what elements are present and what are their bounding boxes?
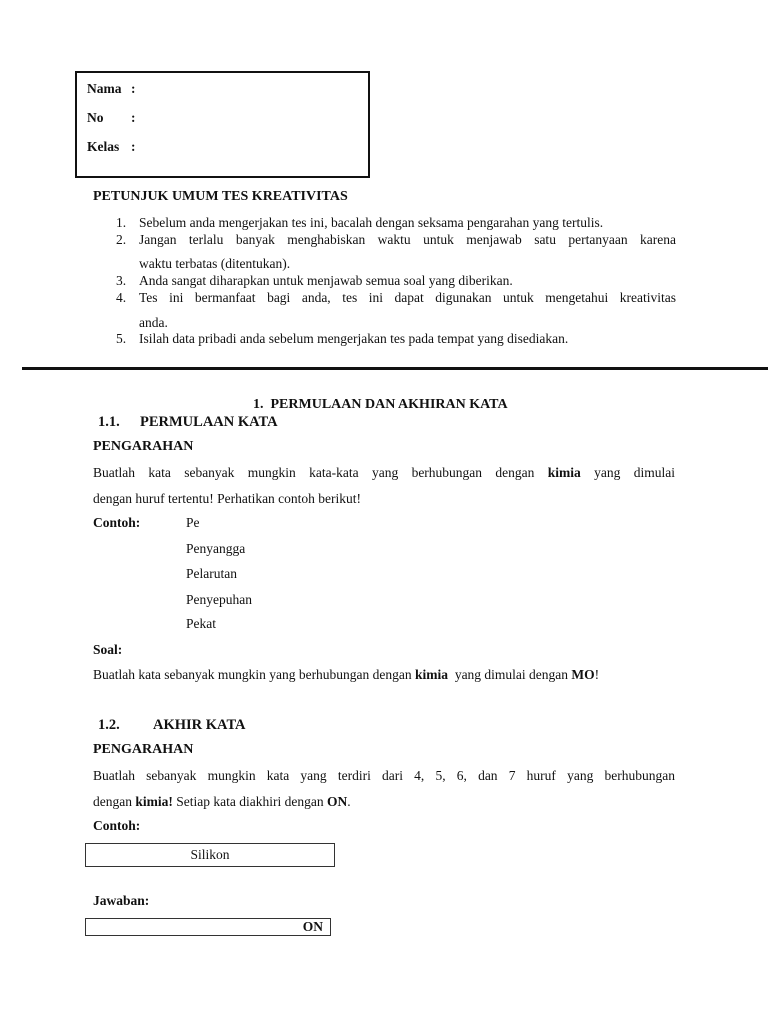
instruction-num: 5.	[116, 331, 127, 346]
pengarahan-line-1: Buatlah sebanyak mungkin kata yang terdiri dari 4, 5, 6, dan 7 huruf yang berhubungan	[93, 768, 675, 783]
section-number: 1.	[253, 397, 264, 412]
text-part: .	[347, 794, 351, 809]
instruction-num: 1.	[116, 215, 127, 230]
subsection-number: 1.2.	[98, 717, 120, 733]
example-word: Penyangga	[186, 541, 246, 556]
name-label: Nama	[87, 81, 122, 96]
subsection-title: AKHIR KATA	[153, 717, 246, 733]
instruction-num: 3.	[116, 273, 127, 288]
subsection-1-1-heading	[98, 414, 278, 431]
instructions-title: PETUNJUK UMUM TES KREATIVITAS	[93, 189, 348, 204]
instruction-text: Anda sangat diharapkan untuk menjawab semua soal yang diberikan.	[139, 273, 513, 288]
no-label: No	[87, 110, 104, 125]
pengarahan-text-2	[93, 763, 675, 815]
answer-input-box[interactable]	[85, 918, 331, 936]
example-word: Penyepuhan	[186, 592, 252, 607]
kelas-colon: :	[131, 139, 136, 154]
name-row	[87, 81, 136, 97]
name-colon: :	[131, 81, 136, 96]
subsection-number: 1.1.	[98, 414, 120, 430]
instruction-text: Tes ini bermanfaat bagi anda, tes ini dapat digunakan untuk mengetahui kreativitas	[139, 290, 676, 305]
text-part: Buatlah kata sebanyak mungkin kata-kata yang berhubungan dengan	[93, 465, 535, 480]
pengarahan-line-2: dengan huruf tertentu! Perhatikan contoh berikut!	[93, 491, 362, 506]
jawaban-label: Jawaban:	[93, 893, 150, 908]
instruction-text: Jangan terlalu banyak menghabiskan waktu untuk menjawab satu pertanyaan karena	[139, 232, 676, 247]
pengarahan-line-2	[93, 794, 351, 809]
contoh-label-1: Contoh:	[93, 515, 141, 530]
no-row	[87, 110, 136, 126]
divider-rule	[22, 367, 768, 370]
soal-text	[93, 667, 599, 683]
example-word: Pe	[186, 515, 200, 530]
example-word: Pelarutan	[186, 566, 237, 581]
kelas-row	[87, 139, 136, 155]
contoh-label-2: Contoh:	[93, 818, 141, 833]
text-bold: ON	[326, 794, 348, 809]
text-bold: kimia!	[135, 794, 173, 809]
text-part: dengan	[93, 794, 132, 809]
no-colon: :	[131, 110, 136, 125]
text-part: Setiap kata diakhiri dengan	[176, 794, 324, 809]
pengarahan-label-1: PENGARAHAN	[93, 439, 194, 454]
identity-box	[75, 71, 370, 178]
example-box-value: Silikon	[190, 847, 230, 862]
text-part: yang dimulai	[594, 465, 675, 480]
text-part: yang dimulai dengan	[454, 667, 569, 682]
example-box	[85, 843, 335, 867]
instruction-num: 4.	[116, 290, 127, 305]
pengarahan-text-1	[93, 460, 675, 512]
kelas-label: Kelas	[87, 139, 120, 154]
section-heading	[253, 397, 508, 413]
instruction-text: Sebelum anda mengerjakan tes ini, bacalah dengan seksama pengarahan yang tertulis.	[139, 215, 604, 230]
instruction-text: anda.	[139, 315, 168, 330]
pengarahan-line-1	[93, 460, 675, 486]
text-bold: kimia	[547, 465, 581, 480]
subsection-1-2-heading	[98, 717, 246, 734]
example-word: Pekat	[186, 616, 216, 631]
text-part: !	[594, 667, 600, 682]
text-bold: MO	[571, 667, 595, 682]
subsection-title: PERMULAAN KATA	[140, 414, 278, 430]
soal-label: Soal:	[93, 642, 123, 657]
pengarahan-label-2: PENGARAHAN	[93, 742, 194, 757]
text-bold: kimia	[415, 667, 449, 682]
instruction-text: Isilah data pribadi anda sebelum mengerjakan tes pada tempat yang disediakan.	[139, 331, 569, 346]
instruction-text: waktu terbatas (ditentukan).	[139, 256, 291, 271]
instruction-num: 2.	[116, 232, 127, 247]
section-title: PERMULAAN DAN AKHIRAN KATA	[270, 397, 508, 412]
text-part: Buatlah kata sebanyak mungkin yang berhubungan dengan	[93, 667, 412, 682]
answer-suffix: ON	[302, 919, 323, 934]
